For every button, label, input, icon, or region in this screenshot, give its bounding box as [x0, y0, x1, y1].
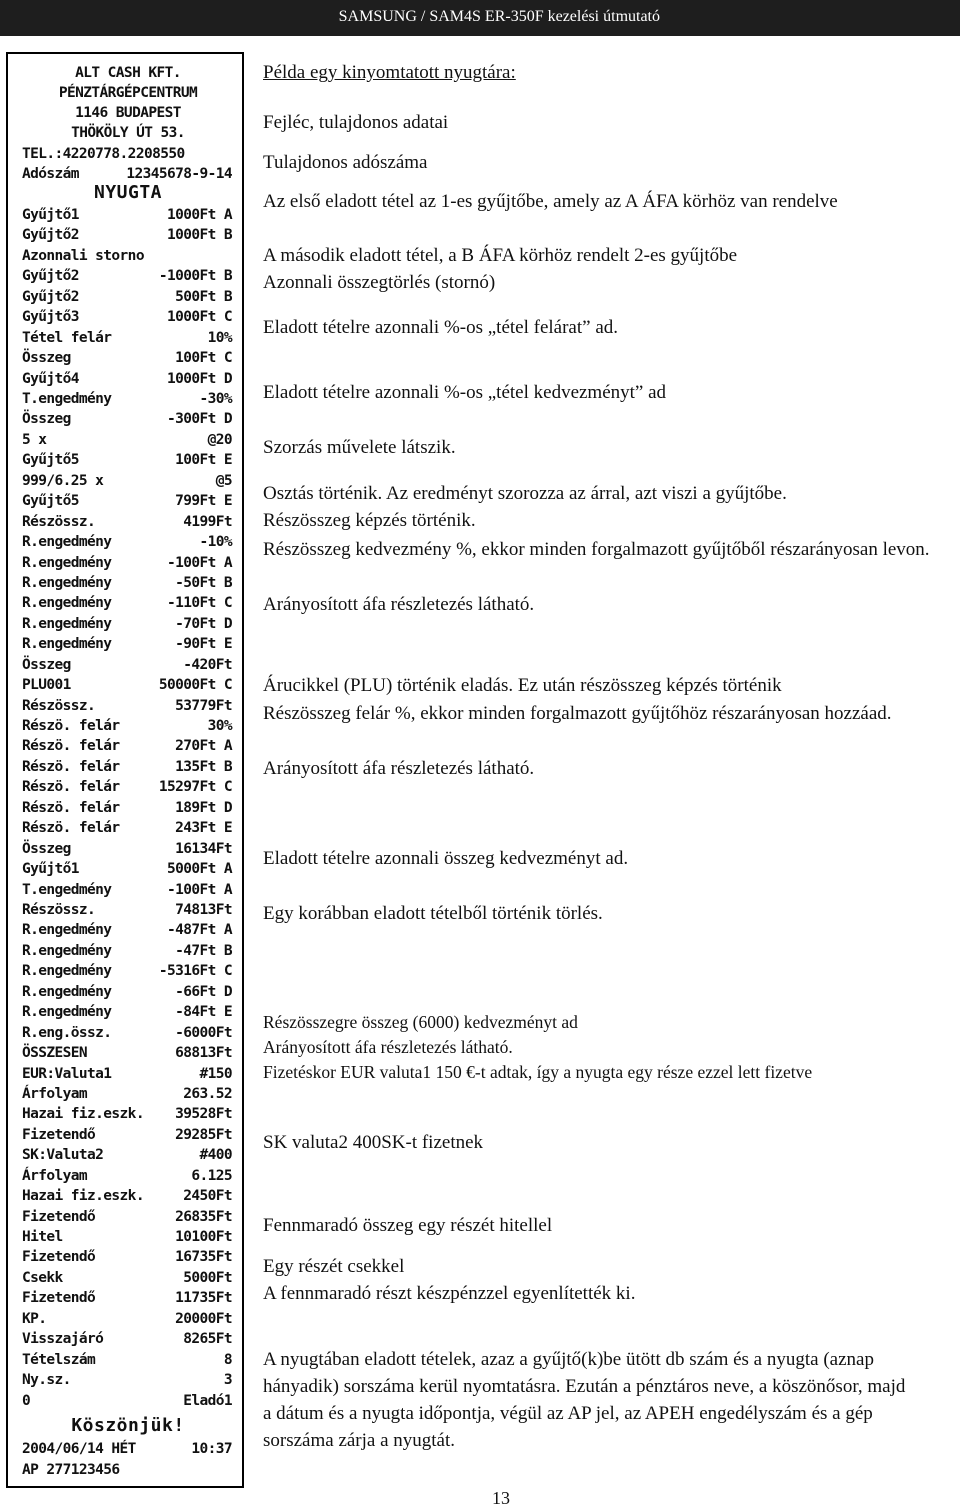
receipt-row-label: Fizetendő	[22, 1249, 96, 1266]
note-vat-breakdown: Arányosított áfa részletezés látható.	[263, 758, 535, 779]
receipt-row-label: R.engedmény	[22, 983, 112, 1000]
receipt-row-value: -30%	[199, 391, 232, 407]
note-eur-payment: Fizetéskor EUR valuta1 150 €-t adtak, így a nyugta egy része ezzel lett fizetve	[263, 1062, 813, 1082]
receipt-row-label: Részö. felár	[22, 779, 120, 796]
note-first-item: Az első eladott tétel az 1-es gyűjtőbe, amely az A ÁFA körhöz van rendelve	[263, 191, 838, 212]
receipt-row-label: 0	[22, 1392, 31, 1409]
receipt-row-value: -47Ft B	[175, 942, 232, 959]
receipt-row-value: 16735Ft	[175, 1249, 232, 1266]
receipt-row-value: Eladó1	[183, 1392, 232, 1409]
receipt-row-label: EUR:Valuta1	[22, 1065, 112, 1082]
note-check-payment: Egy részét csekkel	[263, 1256, 405, 1277]
receipt-row-label: Hazai fiz.eszk.	[22, 1106, 144, 1123]
receipt-row-label: Gyűjtő2	[22, 288, 79, 305]
receipt-row-value: 2450Ft	[183, 1188, 232, 1205]
receipt-row-label: KP.	[22, 1310, 47, 1327]
receipt-row-label: Részö. felár	[22, 738, 120, 755]
receipt-doc-title: NYUGTA	[93, 182, 163, 203]
receipt-row-value: -10%	[199, 534, 232, 550]
receipt-row-value: -84Ft E	[175, 1004, 232, 1021]
receipt-row-label: R.engedmény	[22, 942, 112, 959]
receipt-row-label: Összeg	[22, 840, 71, 857]
receipt-row-label: R.engedmény	[22, 534, 112, 550]
receipt-row-label: PLU001	[22, 677, 71, 694]
receipt-row-value: 3	[223, 1372, 232, 1389]
receipt-row-label: Részössz.	[22, 902, 96, 918]
note-multiply: Szorzás művelete látszik.	[263, 437, 456, 458]
receipt-row-value: -100Ft A	[166, 881, 232, 898]
receipt-row-label: T.engedmény	[22, 881, 112, 898]
receipt-row-label: Gyűjtő1	[22, 207, 79, 223]
receipt-row-value: @20	[207, 431, 232, 448]
receipt-row-value: 1000Ft D	[166, 370, 232, 387]
receipt-row-label: Hitel	[22, 1229, 63, 1245]
receipt-row-label: R.engedmény	[22, 595, 112, 612]
receipt-row-label: Összeg	[22, 350, 71, 367]
receipt-row-value: 799Ft E	[175, 493, 232, 510]
receipt-row-value: 1000Ft C	[166, 309, 232, 326]
note-item-surcharge: Eladott tételre azonnali %-os „tétel felárat” ad.	[263, 317, 619, 338]
note-sk-payment: SK valuta2 400SK-t fizetnek	[263, 1132, 484, 1153]
receipt-row-label: R.engedmény	[22, 554, 112, 571]
note-subtotal: Részösszeg képzés történik.	[263, 510, 476, 531]
receipt-row-label: R.engedmény	[22, 963, 112, 980]
receipt-row-value: -6000Ft	[175, 1024, 232, 1041]
receipt-row-value: 74813Ft	[175, 902, 232, 918]
receipt-row-label: Gyűjtő4	[22, 370, 79, 387]
note-amount-discount: Eladott tételre azonnali összeg kedvezményt ad.	[263, 848, 629, 869]
receipt-row-value: 8	[223, 1351, 232, 1368]
receipt-row-value: 243Ft E	[175, 820, 232, 837]
note-item-discount: Eladott tételre azonnali %-os „tétel kedvezményt” ad	[263, 382, 667, 403]
receipt-row-label: Részössz.	[22, 697, 96, 714]
note-closing: A nyugtában eladott tételek, azaz a gyűjtő(k)be ütött db szám és a nyugta (aznap hányadik) sorszáma kerül nyomtatásra. Ezután a pénztáros neve, a köszönősor, majd a dátum és a nyugta időpontja, végül az AP jel, az APEH engedélyszám és a gép sorszáma zárja a nyugtát.	[263, 1349, 906, 1451]
receipt-row-label: Részö. felár	[22, 799, 120, 816]
receipt-row-value: -100Ft A	[166, 554, 232, 571]
receipt-row-value: @5	[215, 472, 232, 489]
note-subtotal-surcharge: Részösszeg felár %, ekkor minden forgalmazott gyűjtőhöz részarányosan hozzáad.	[263, 703, 892, 724]
receipt-row-label: Gyűjtő1	[22, 861, 79, 878]
note-subtotal-discount: Részösszeg kedvezmény %, ekkor minden forgalmazott gyűjtőből részarányosan levon.	[263, 539, 930, 560]
receipt-row-value: 500Ft B	[175, 288, 232, 305]
receipt-row-label: R.engedmény	[22, 636, 112, 653]
note-header: Fejléc, tulajdonos adatai	[263, 112, 449, 133]
note-cash-payment: A fennmaradó részt készpénzzel egyenlítették ki.	[263, 1283, 636, 1304]
note-second-item: A második eladott tétel, a B ÁFA körhöz rendelt 2-es gyűjtőbe	[263, 245, 738, 266]
receipt-row-value: 6.125	[191, 1167, 232, 1184]
receipt-row-label: ÖSSZESEN	[22, 1045, 88, 1061]
note-correction: Egy korábban eladott tételből történik törlés.	[263, 903, 603, 924]
note-vat-breakdown: Arányosított áfa részletezés látható.	[263, 1037, 513, 1057]
receipt-head-line: PÉNZTÁRGÉPCENTRUM	[58, 85, 198, 101]
header-title: SAMSUNG / SAM4S ER-350F kezelési útmutató	[338, 8, 660, 25]
receipt-row-value: 50000Ft C	[158, 677, 232, 694]
receipt-row-label: Árfolyam	[22, 1085, 88, 1102]
receipt-row-value: 5000Ft	[183, 1269, 232, 1286]
example-title: Példa egy kinyomtatott nyugtára:	[263, 62, 516, 83]
receipt-row-value: 10100Ft	[175, 1229, 232, 1245]
receipt-row-label: R.engedmény	[22, 922, 112, 939]
receipt-row-label: Gyűjtő3	[22, 309, 79, 326]
receipt-row-value: 100Ft E	[175, 452, 232, 469]
receipt-row-value: 15297Ft C	[158, 779, 232, 796]
receipt-row-value: 68813Ft	[175, 1045, 232, 1061]
receipt-row-value: 53779Ft	[175, 697, 232, 714]
note-void: Azonnali összegtörlés (stornó)	[263, 272, 496, 293]
receipt-row-value: 16134Ft	[175, 840, 232, 857]
note-divide: Osztás történik. Az eredményt szorozza az árral, azt viszi a gyűjtőbe.	[263, 483, 787, 504]
receipt-phone: TEL.:4220778.2208550	[22, 146, 185, 162]
receipt-row-value: -420Ft	[183, 656, 232, 673]
receipt-time: 10:37	[191, 1441, 232, 1457]
receipt-head-line: ALT CASH KFT.	[75, 65, 181, 81]
receipt-ap-code: AP 277123456	[22, 1462, 120, 1478]
receipt-row-value: 30%	[207, 718, 232, 734]
receipt-row-label: Ny.sz.	[22, 1372, 71, 1389]
receipt-tax-value: 12345678-9-14	[126, 166, 232, 182]
receipt-row-label: Részö. felár	[22, 758, 120, 775]
note-vat-breakdown: Arányosított áfa részletezés látható.	[263, 594, 535, 615]
note-plu-sale: Árucikkel (PLU) történik eladás. Ez után részösszeg képzés történik	[263, 675, 782, 696]
receipt-row-label: Fizetendő	[22, 1208, 96, 1225]
receipt-row-value: -50Ft B	[175, 574, 232, 591]
receipt-row-value: -66Ft D	[175, 983, 232, 1000]
page-number: 13	[492, 1488, 510, 1508]
receipt-row-value: 4199Ft	[183, 513, 232, 530]
receipt-row-value: 26835Ft	[175, 1208, 232, 1225]
receipt-row-value: 5000Ft A	[166, 861, 232, 878]
receipt-row-value: 1000Ft A	[166, 207, 232, 223]
note-tax: Tulajdonos adószáma	[263, 152, 428, 173]
receipt-row-label: Gyűjtő5	[22, 452, 79, 469]
receipt-row-value: 1000Ft B	[166, 227, 232, 244]
receipt-row-value: -70Ft D	[175, 615, 232, 632]
receipt-row-value: -5316Ft C	[158, 963, 232, 980]
receipt-row-value: 270Ft A	[175, 738, 232, 755]
receipt-row-label: Összeg	[22, 411, 71, 428]
receipt-row-value: -487Ft A	[166, 922, 232, 939]
receipt-row-value: 39528Ft	[175, 1106, 232, 1123]
receipt-row-value: #400	[199, 1147, 232, 1164]
receipt-row-value: -300Ft D	[166, 411, 232, 428]
receipt-thanks: Köszönjük!	[71, 1415, 185, 1436]
receipt-row-label: Részö. felár	[22, 718, 120, 734]
receipt-row-value: 135Ft B	[175, 758, 232, 775]
receipt-row-value: #150	[199, 1065, 232, 1082]
receipt-row-value: 263.52	[183, 1085, 232, 1102]
receipt-row-label: Összeg	[22, 656, 71, 673]
receipt-row-label: Részössz.	[22, 513, 96, 530]
receipt-row-label: 5 x	[22, 431, 47, 448]
receipt-row-value: -1000Ft B	[158, 268, 232, 285]
receipt-row-label: Gyűjtő2	[22, 227, 79, 244]
receipt-row-label: Gyűjtő2	[22, 268, 79, 285]
receipt-row-value: 100Ft C	[175, 350, 232, 367]
receipt-row-label: 999/6.25 x	[22, 472, 104, 489]
receipt-row-value: 11735Ft	[175, 1290, 232, 1307]
receipt-row-label: Hazai fiz.eszk.	[22, 1188, 144, 1205]
receipt-row-label: R.engedmény	[22, 615, 112, 632]
receipt-head-line: 1146 BUDAPEST	[75, 105, 181, 121]
receipt-row-label: Azonnali storno	[22, 247, 144, 264]
receipt-row-label: Visszajáró	[22, 1331, 104, 1348]
receipt-row-label: Fizetendő	[22, 1126, 96, 1143]
receipt-date: 2004/06/14 HÉT	[22, 1441, 136, 1457]
receipt-row-label: R.engedmény	[22, 574, 112, 591]
receipt-row-label: R.eng.össz.	[22, 1024, 112, 1041]
receipt-row-value: -110Ft C	[166, 595, 232, 612]
note-subtotal-amount-discount: Részösszegre összeg (6000) kedvezményt ad	[263, 1012, 578, 1032]
receipt-row-value: 189Ft D	[175, 799, 232, 816]
receipt-row-value: 20000Ft	[175, 1310, 232, 1327]
receipt-head-line: THÖKÖLY ÚT 53.	[71, 125, 185, 141]
receipt-row-label: Tétel felár	[22, 329, 112, 346]
receipt-row-label: Tételszám	[22, 1351, 96, 1368]
receipt-row-value: 10%	[207, 329, 232, 346]
receipt-tax-label: Adószám	[22, 166, 79, 182]
receipt-row-label: Fizetendő	[22, 1290, 96, 1307]
receipt-row-label: T.engedmény	[22, 391, 112, 407]
receipt-row-label: R.engedmény	[22, 1004, 112, 1021]
receipt-row-value: 8265Ft	[183, 1331, 232, 1348]
page-header	[0, 0, 960, 36]
receipt-row-label: Részö. felár	[22, 820, 120, 837]
receipt-row-value: -90Ft E	[175, 636, 232, 653]
receipt-row-value: 29285Ft	[175, 1126, 232, 1143]
receipt-row-label: Árfolyam	[22, 1167, 88, 1184]
receipt-row-label: Gyűjtő5	[22, 493, 79, 510]
receipt-row-label: SK:Valuta2	[22, 1147, 104, 1164]
receipt-row-label: Csekk	[22, 1269, 63, 1286]
note-credit-payment: Fennmaradó összeg egy részét hitellel	[263, 1215, 553, 1236]
